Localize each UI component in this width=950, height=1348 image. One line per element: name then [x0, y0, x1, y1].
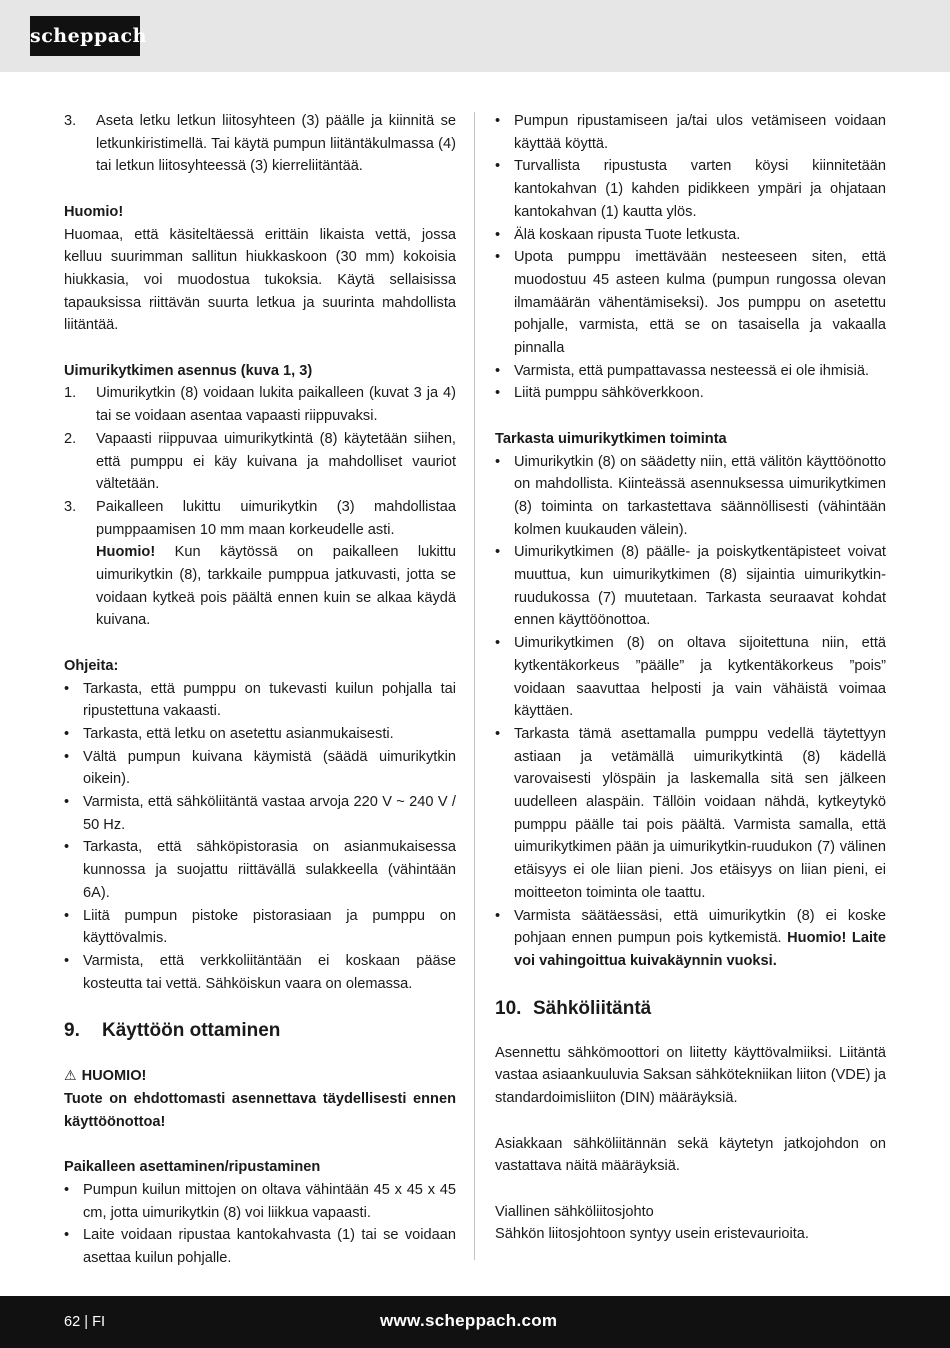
list-item: • Upota pumppu imettävään nesteeseen siten, että muodostuu 45 asteen kulma (pumpun rungossa olevan ilmamäärän vähentämiseksi). Jos pumppu on asetettu pohjalle, varmista, että se on tasaisella ja vakaalla pinnalla: [495, 249, 886, 357]
list-item: • Tarkasta tämä asettamalla pumppu vedellä täytettyyn astiaan ja vetämällä uimurikytkintä (8) kädellä varovaisesti ylöspäin ja laskemalla sitä sen jälkeen uudelleen alaspäin. Tällöin voidaan nähdä, kytkeytykö pumppu päälle tai pois päältä. Varmista samalla, että uimurikytkimen pään ja uimurikytkin-ruudukon (7) välinen etäisyys ei ole liian pieni. Jos etäisyys on liian pieni, ei moitteeton toiminta ole taattu.: [495, 725, 886, 901]
website-url: www.scheppach.com: [380, 1311, 558, 1330]
electrical-paragraph-1: Asennettu sähkömoottori on liitetty käyttövalmiiksi. Liitäntä vastaa asiaankuuluvia Saksan sähkötekniikan liiton (VDE) ja standardoimisliiton (DIN) määräyksiä.: [495, 1044, 886, 1107]
list-item: • Vältä pumpun kuivana käymistä (säädä uimurikytkin oikein).: [64, 748, 456, 788]
list-item: • Uimurikytkin (8) on säädetty niin, että välitön käyttöönotto on mahdollista. Kiinteässä asennuksessa uimurikytkimen (8) toiminta on tarkastettava säännöllisesti (vähintään kolmen kuukauden välein).: [495, 453, 886, 538]
note-text: Huomaa, että käsiteltäessä erittäin likaista vettä, jossa kelluu suurimman sallitun hiukkaskoon (30 mm) kokoisia hiukkasia, voi muodostua tukoksia. Käytä sellaisissa tapauksissa riittävän suurta letkua ja suurinta mahdollista liitäntää.: [64, 226, 456, 334]
list-item: • Tarkasta, että letku on asetettu asianmukaisesti.: [64, 725, 394, 742]
float-step-3: [64, 496, 456, 632]
damaged-cable-text: Sähkön liitosjohtoon syntyy usein eristevaurioita.: [495, 1226, 809, 1243]
list-item: • Varmista, että sähköliitäntä vastaa arvoja 220 V ~ 240 V / 50 Hz.: [64, 794, 456, 833]
float-step-2: [64, 428, 456, 496]
list-item: • Uimurikytkimen (8) päälle- ja poiskytkentäpisteet voivat muuttua, kun uimurikytkimen (8) sijaintia uimurikytkin-ruudukossa (7) muutetaan. Tarkasta seuraavat kohdat ennen käyttöönottoa.: [495, 544, 886, 629]
check-heading: Tarkasta uimurikytkimen toiminta: [495, 430, 727, 447]
step-number: 2.: [64, 430, 77, 447]
warning-text: Tuote on ehdottomasti asennettava täydellisesti ennen käyttöönottoa!: [64, 1091, 456, 1130]
left-column: [64, 110, 456, 1270]
section-title: Sähköliitäntä: [533, 997, 652, 1019]
step-number: 1.: [64, 385, 77, 402]
step-note-title: Huomio!: [96, 544, 156, 561]
step-number: 3.: [64, 498, 77, 515]
page-number: 62 | FI: [64, 1314, 106, 1330]
float-step-1: [64, 382, 456, 427]
note-title: Huomio!: [64, 203, 124, 220]
section-number: 10.: [495, 997, 522, 1019]
list-item: • Tarkasta, että sähköpistorasia on asianmukaisessa kunnossa ja suojattu riittävällä sulakkeella (vähintään 6A).: [64, 839, 456, 901]
scheppach-logo: scheppach: [30, 16, 140, 56]
list-item: • Uimurikytkimen (8) on oltava sijoitettuna niin, että kytkentäkorkeus ”päälle” ja kytkentäkorkeus ”pois” voidaan saavuttaa helposti ja vain vähäistä voimaa käyttäen.: [495, 635, 886, 720]
section-title: Käyttöön ottaminen: [102, 1020, 281, 1042]
list-item: • Pumpun kuilun mittojen on oltava vähintään 45 x 45 x 45 cm, jotta uimurikytkin (8) voi liikkua vapaasti.: [64, 1181, 456, 1221]
step-text: Aseta letku letkun liitosyhteen (3) päälle ja kiinnitä se letkunkiristimellä. Tai käytä pumpun liitäntäkulmassa (4) tai letkun liitosyhteessä (3) kierreliitäntää.: [96, 113, 456, 175]
step-text: Vapaasti riippuvaa uimurikytkintä (8) käytetään siihen, että pumppu ei käy kuivana ja mahdolliset vauriot vältetään.: [96, 430, 456, 493]
list-item: • Varmista, että pumpattavassa nesteessä ei ole ihmisiä.: [495, 362, 870, 379]
right-column: [495, 110, 886, 1246]
list-item: • Turvallista ripustusta varten köysi kiinnitetään kantokahvan (1) kahden pidikkeen ympäri ja ohjataan kantokahvan (1) kautta ylös.: [495, 158, 886, 220]
section-9-heading: [64, 1019, 456, 1043]
list-item: • Älä koskaan ripusta Tuote letkusta.: [495, 226, 741, 243]
section-number: 9.: [64, 1020, 80, 1042]
step-text: Uimurikytkin (8) voidaan lukita paikalleen (kuvat 3 ja 4) tai se voidaan asentaa vapaasti riippuvaksi.: [96, 385, 456, 425]
list-item: • Tarkasta, että pumppu on tukevasti kuilun pohjalla tai ripustettuna vakaasti.: [64, 680, 456, 720]
tips-heading: Ohjeita:: [64, 657, 119, 674]
list-item: • Varmista säätäessäsi, että uimurikytkin (8) ei koske pohjaan ennen pumpun pois kytkemistä. Huomio! Laite voi vahingoittua kuivakäynnin vuoksi.: [495, 907, 886, 969]
column-divider: [474, 112, 475, 1260]
page-header: [0, 0, 950, 72]
list-item: • Liitä pumppu sähköverkkoon.: [495, 385, 704, 402]
damaged-cable-heading: Viallinen sähköliitosjohto: [495, 1203, 654, 1220]
check-warning: Huomio! Laite voi vahingoittua kuivakäynnin vuoksi.: [514, 930, 886, 969]
step-note-text: Kun käytössä on paikalleen lukittu uimurikytkin (8), tarkkaile pumppua jatkuvasti, jotta se voidaan kytkeä pois päältä ennen kuin se alkaa käydä kuivana.: [96, 544, 456, 629]
step-number: 3.: [64, 113, 77, 129]
list-item: • Laite voidaan ripustaa kantokahvasta (1) tai se voidaan asettaa kuilun pohjalle.: [64, 1227, 456, 1266]
step-text: Paikalleen lukittu uimurikytkin (3) mahdollistaa pumppaamisen 10 mm maan korkeudelle asti.: [96, 498, 456, 538]
list-item: • Liitä pumpun pistoke pistorasiaan ja pumppu on käyttövalmis.: [64, 907, 456, 947]
warning-triangle-icon: ⚠: [64, 1067, 77, 1084]
placement-heading: Paikalleen asettaminen/ripustaminen: [64, 1159, 321, 1176]
float-switch-heading: Uimurikytkimen asennus (kuva 1, 3): [64, 362, 313, 379]
page-footer: [0, 1296, 950, 1348]
section-10-heading: [495, 997, 886, 1021]
warning-title: ⚠ HUOMIO!: [64, 1067, 147, 1085]
list-item: • Pumpun ripustamiseen ja/tai ulos vetämiseen voidaan käyttää köyttä.: [495, 113, 886, 152]
electrical-paragraph-2: Asiakkaan sähköliitännän sekä käytetyn jatkojohdon on vastattava näitä määräyksiä.: [495, 1135, 886, 1175]
list-item: • Varmista, että verkkoliitäntään ei koskaan pääse kosteutta tai vettä. Sähköiskun vaara on olemassa.: [64, 952, 456, 992]
hose-step-3: [64, 110, 456, 178]
